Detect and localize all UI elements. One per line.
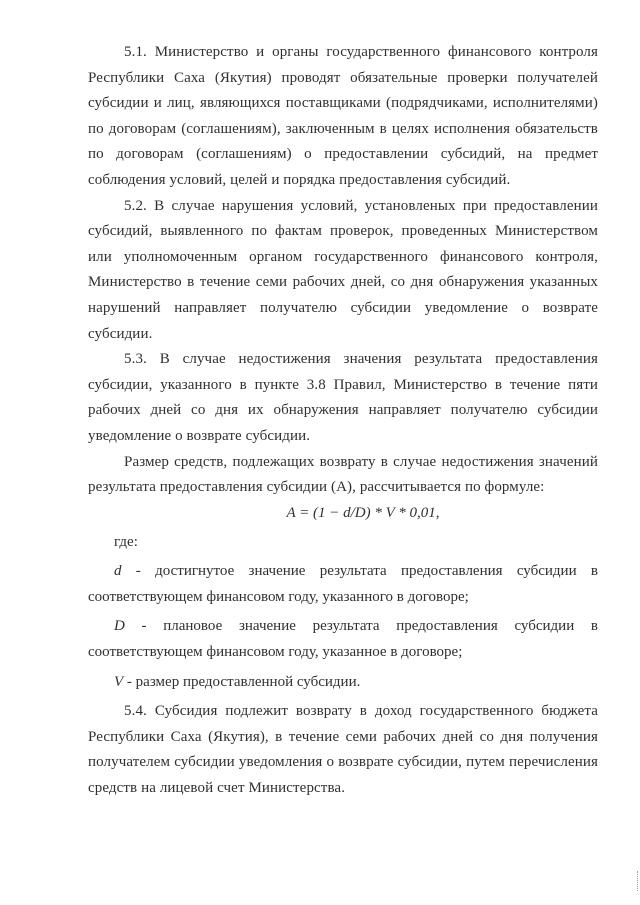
where-label: где:: [114, 533, 138, 550]
paragraph-5-1: 5.1. Министерство и органы государственного финансового контроля Республики Саха (Якутия) проводят обязательные проверки получателей субсидии и лиц, являющихся поставщиками (подрядчиками, исполнителями) по договорам (соглашениям), заключенным в целях исполнения обязательств по договорам (соглашениям) о предоставлении субсидий, на предмет соблюдения условий, целей и порядка предоставления субсидий.: [88, 44, 598, 188]
paragraph-refund-size: Размер средств, подлежащих возврату в случае недостижения значений результата предоставления субсидии (А), рассчитывается по формуле:: [88, 453, 598, 496]
definition-D: [88, 614, 598, 665]
scan-edge-mark: [635, 871, 638, 891]
definition-symbol: d: [114, 563, 122, 580]
definition-V: [88, 670, 598, 696]
definition-text: - достигнутое значение результата предоставления субсидии в соответствующем финансовом году, указанного в договоре;: [88, 563, 598, 605]
paragraph-5-2: 5.2. В случае нарушения условий, установленых при предоставлении субсидий, выявленного по фактам проверок, проведенных Министерством или уполномоченным органом государственного финансового контроля, Министерство в течение семи рабочих дней, со дня обнаружения указанных нарушений направляет получателю субсидии уведомление о возврате субсидии.: [88, 197, 598, 342]
definition-symbol: D: [114, 618, 125, 635]
definition-symbol: V: [114, 673, 124, 690]
refund-formula: A = (1 − d/D) * V * 0,01,: [286, 504, 440, 521]
paragraph-5-3: 5.3. В случае недостижения значения результата предоставления субсидии, указанного в пункте 3.8 Правил, Министерство в течение пяти рабочих дней со дня их обнаружения направляет получателю субсидии уведомление о возврате субсидии.: [88, 351, 598, 444]
document-body: [88, 40, 598, 802]
paragraph-5-4: 5.4. Субсидия подлежит возврату в доход государственного бюджета Республики Саха (Якутия), в течение семи рабочих дней со дня получения получателем субсидии уведомления о возврате субсидии, путем перечисления средств на лицевой счет Министерства.: [88, 703, 598, 797]
definition-text: - размер предоставленной субсидии.: [123, 673, 361, 690]
definition-d: [88, 559, 598, 610]
definition-text: - плановое значение результата предоставления субсидии в соответствующем финансовом году, указанное в договоре;: [88, 618, 598, 661]
